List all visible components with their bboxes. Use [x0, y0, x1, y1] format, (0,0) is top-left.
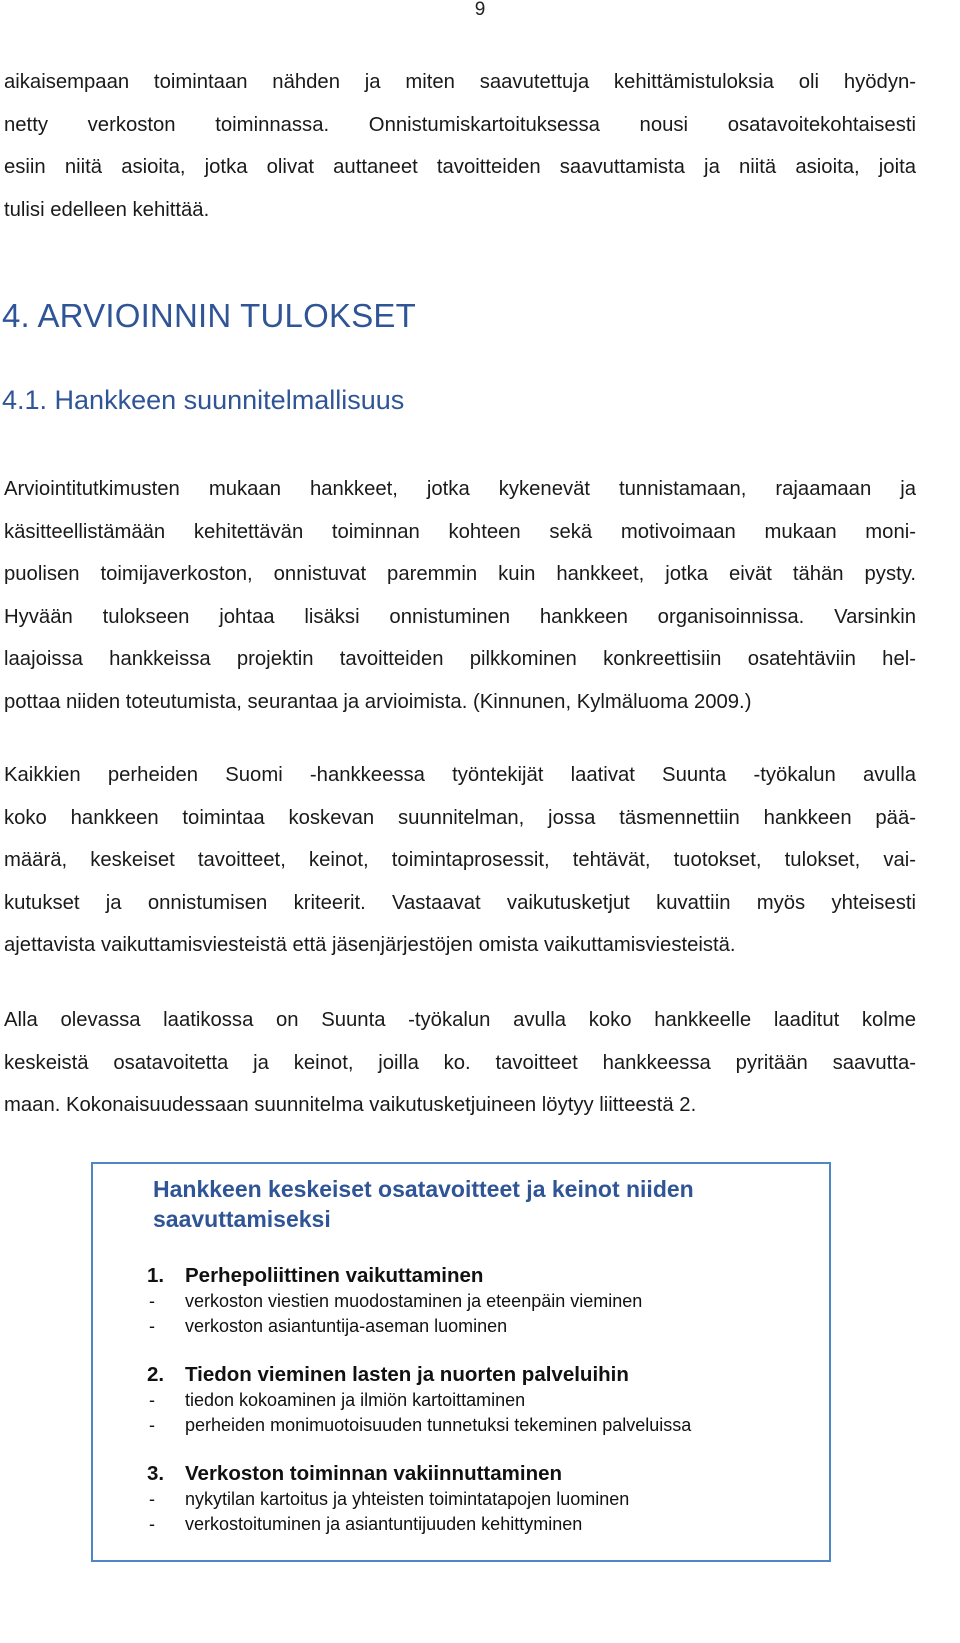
subsection-heading: 4.1. Hankkeen suunnitelmallisuus: [2, 385, 405, 415]
paragraph-box-intro: [4, 999, 916, 1127]
section-heading: 4. ARVIOINNIN TULOKSET: [2, 297, 416, 334]
goal-heading: [147, 1361, 827, 1388]
goals-box: [91, 1162, 831, 1562]
goal-item-2: [147, 1361, 827, 1438]
goal-heading: [147, 1262, 827, 1289]
goal-means-text: perheiden monimuotoisuuden tunnetuksi tekeminen palveluissa: [185, 1415, 692, 1435]
page-number: 9: [474, 0, 486, 20]
text-line: Hyvään tulokseen johtaa lisäksi onnistuminen hankkeen organisoinnissa. Varsinkin: [4, 605, 916, 628]
goal-means-text: verkostoituminen ja asiantuntijuuden kehittyminen: [185, 1514, 583, 1534]
text-line: ajettavista vaikuttamisviesteistä että jäsenjärjestöjen omista vaikuttamisviesteistä.: [4, 934, 736, 956]
text-line: kutukset ja onnistumisen kriteerit. Vastaavat vaikutusketjut kuvattiin myös yhteisesti: [4, 891, 916, 914]
text-line: Kaikkien perheiden Suomi -hankkeessa työntekijät laativat Suunta -työkalun avulla: [4, 764, 916, 786]
text-line: laajoissa hankkeissa projektin tavoitteiden pilkkominen konkreettisiin osatehtäviin hel-: [4, 648, 916, 670]
goal-number: 2.: [147, 1363, 165, 1386]
intro-paragraph: [4, 61, 916, 231]
paragraph-suunta-tool: [4, 754, 916, 967]
goal-means: [147, 1413, 827, 1438]
text-line: koko hankkeen toimintaa koskevan suunnitelman, jossa täsmennettiin hankkeen pää-: [4, 806, 916, 829]
goal-title: Perhepoliittinen vaikuttaminen: [185, 1264, 484, 1287]
text-line: tulisi edelleen kehittää.: [4, 198, 210, 221]
dash-bullet: -: [149, 1514, 155, 1534]
goals-box-title: Hankkeen keskeiset osatavoitteet ja keinot niiden saavuttamiseksi: [153, 1176, 694, 1232]
goal-means: [147, 1487, 827, 1512]
text-line: maan. Kokonaisuudessaan suunnitelma vaikutusketjuineen löytyy liitteestä 2.: [4, 1094, 697, 1116]
goal-means-text: tiedon kokoaminen ja ilmiön kartoittaminen: [185, 1390, 526, 1410]
dash-bullet: -: [149, 1415, 155, 1435]
goal-means-text: verkoston asiantuntija-aseman luominen: [185, 1316, 508, 1336]
goal-number: 3.: [147, 1462, 165, 1485]
text-line: Alla olevassa laatikossa on Suunta -työkalun avulla koko hankkeelle laaditut kolme: [4, 1009, 916, 1031]
text-line: määrä, keskeiset tavoitteet, keinot, toimintaprosessit, tehtävät, tuotokset, tulokset, vai-: [4, 849, 916, 871]
goal-title: Verkoston toiminnan vakiinnuttaminen: [185, 1462, 563, 1485]
goal-means: [147, 1512, 827, 1537]
goal-means: [147, 1314, 827, 1339]
text-line: puolisen toimijaverkoston, onnistuvat paremmin kuin hankkeet, jotka eivät tähän pysty.: [4, 563, 916, 585]
text-line: pottaa niiden toteutumista, seurantaa ja arvioimista. (Kinnunen, Kylmäluoma 2009.): [4, 690, 752, 713]
paragraph-suunnitelmallisuus: [4, 468, 916, 723]
goal-item-1: [147, 1262, 827, 1339]
dash-bullet: -: [149, 1390, 155, 1410]
goal-heading: [147, 1460, 827, 1487]
goal-title: Tiedon vieminen lasten ja nuorten palveluihin: [185, 1363, 629, 1386]
goal-means-text: verkoston viestien muodostaminen ja eteenpäin vieminen: [185, 1291, 643, 1311]
text-line: keskeistä osatavoitetta ja keinot, joilla ko. tavoitteet hankkeessa pyritään saavutta-: [4, 1051, 916, 1074]
dash-bullet: -: [149, 1316, 155, 1336]
text-line: Arviointitutkimusten mukaan hankkeet, jotka kykenevät tunnistamaan, rajaamaan ja: [4, 478, 916, 500]
text-line: esiin niitä asioita, jotka olivat auttaneet tavoitteiden saavuttamista ja niitä asioita, joita: [4, 156, 916, 178]
dash-bullet: -: [149, 1489, 155, 1509]
text-line: aikaisempaan toimintaan nähden ja miten saavutettuja kehittämistuloksia oli hyödyn-: [4, 71, 916, 93]
goal-item-3: [147, 1460, 827, 1537]
text-line: netty verkoston toiminnassa. Onnistumiskartoituksessa nousi osatavoitekohtaisesti: [4, 113, 916, 136]
dash-bullet: -: [149, 1291, 155, 1311]
goal-means-text: nykytilan kartoitus ja yhteisten toimintatapojen luominen: [185, 1489, 630, 1509]
goal-means: [147, 1289, 827, 1314]
text-line: käsitteellistämään kehitettävän toiminnan kohteen sekä motivoimaan mukaan moni-: [4, 520, 916, 543]
goal-means: [147, 1388, 827, 1413]
goal-number: 1.: [147, 1264, 165, 1287]
